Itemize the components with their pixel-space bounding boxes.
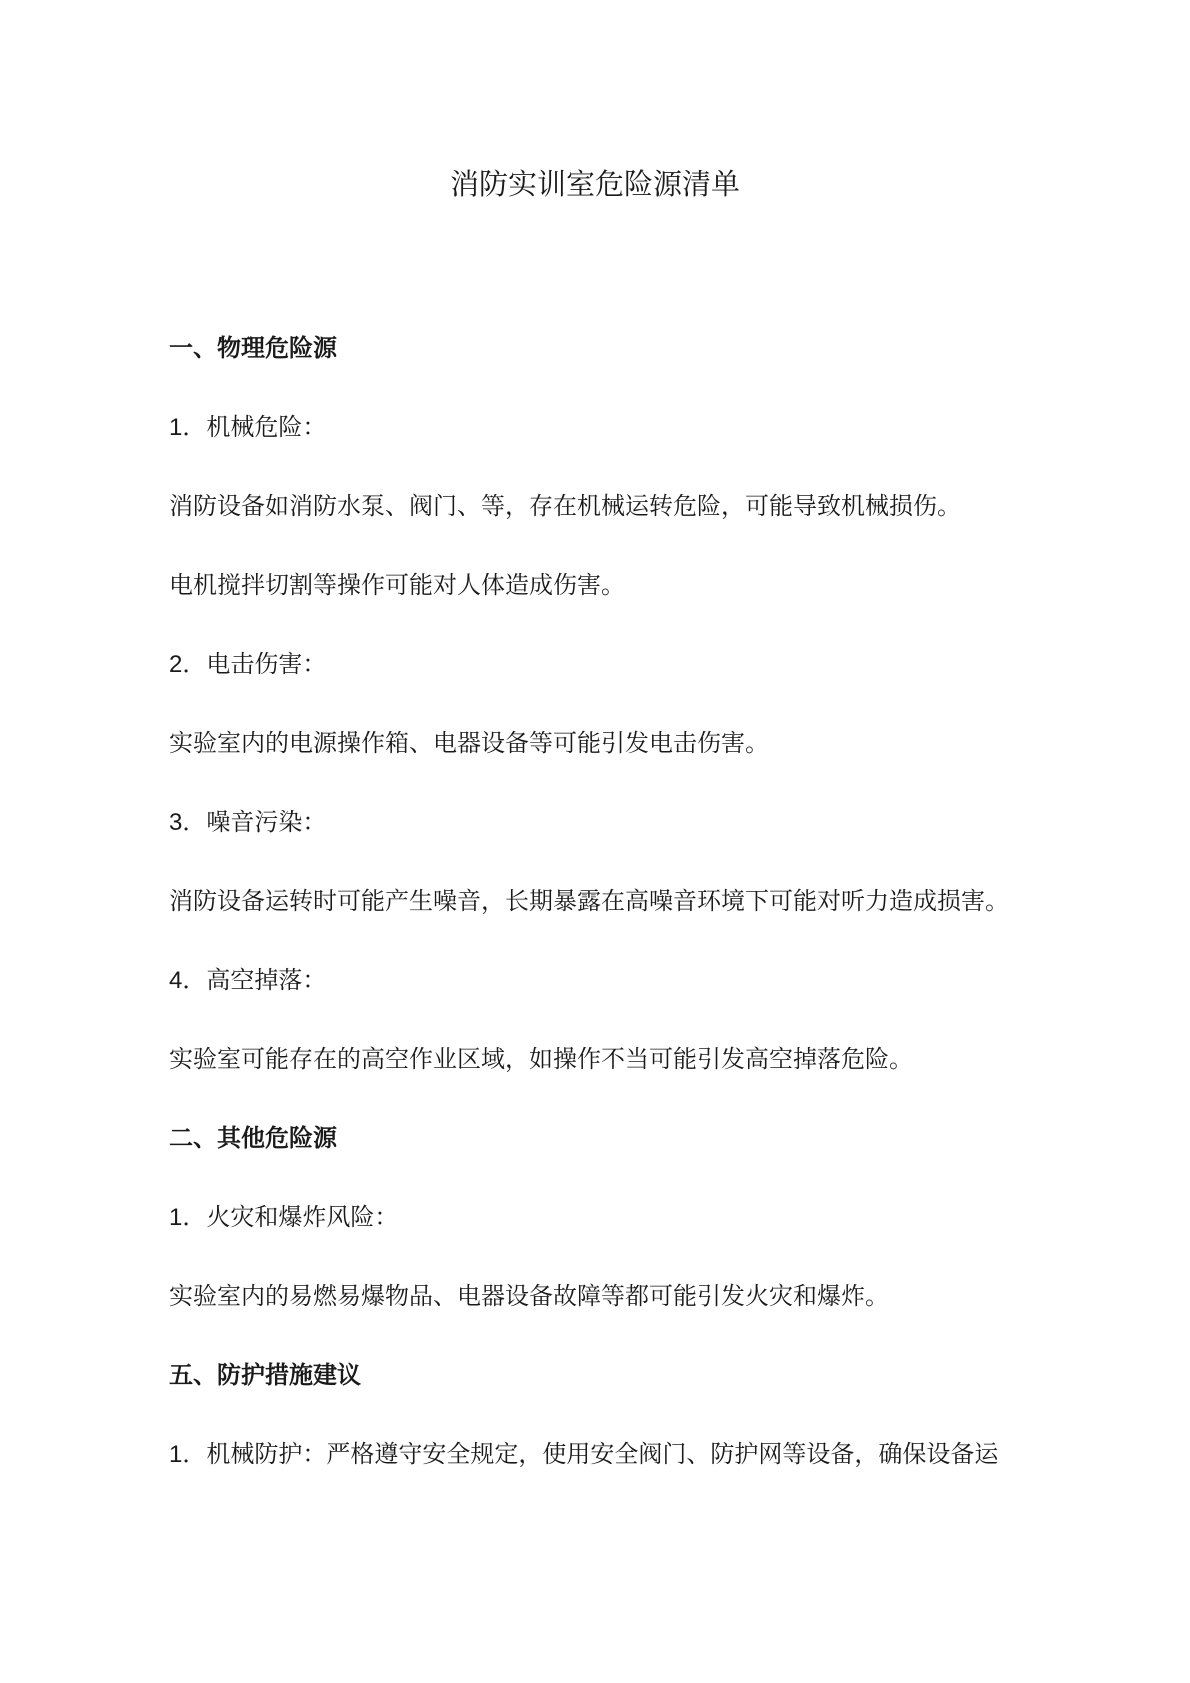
numbered-item-fire-explosion-risk: 1．火灾和爆炸风险： bbox=[169, 1204, 399, 1231]
numbered-item-mechanical-hazard: 1．机械危险： bbox=[169, 414, 327, 441]
section-heading-protective-measures: 五、防护措施建议 bbox=[169, 1362, 361, 1389]
document-title: 消防实训室危险源清单 bbox=[449, 169, 740, 201]
paragraph-noise-exposure: 消防设备运转时可能产生噪音，长期暴露在高噪音环境下可能对听力造成损害。 bbox=[169, 888, 1009, 915]
section-heading-other-hazards: 二、其他危险源 bbox=[169, 1125, 337, 1152]
paragraph-flammable-items: 实验室内的易燃易爆物品、电器设备故障等都可能引发火灾和爆炸。 bbox=[169, 1283, 889, 1310]
numbered-item-noise-pollution: 3．噪音污染： bbox=[169, 809, 327, 836]
paragraph-high-work-area: 实验室可能存在的高空作业区域，如操作不当可能引发高空掉落危险。 bbox=[169, 1046, 913, 1073]
paragraph-electric-shock-sources: 实验室内的电源操作箱、电器设备等可能引发电击伤害。 bbox=[169, 730, 769, 757]
paragraph-mechanical-protection: 1．机械防护：严格遵守安全规定，使用安全阀门、防护网等设备，确保设备运 bbox=[169, 1441, 999, 1468]
paragraph-mechanical-equipment: 消防设备如消防水泵、阀门、等，存在机械运转危险，可能导致机械损伤。 bbox=[169, 493, 961, 520]
paragraph-motor-injury: 电机搅拌切割等操作可能对人体造成伤害。 bbox=[169, 572, 625, 599]
section-heading-physical-hazards: 一、物理危险源 bbox=[169, 335, 337, 362]
numbered-item-fall-from-height: 4．高空掉落： bbox=[169, 967, 327, 994]
numbered-item-electric-shock: 2．电击伤害： bbox=[169, 651, 327, 678]
